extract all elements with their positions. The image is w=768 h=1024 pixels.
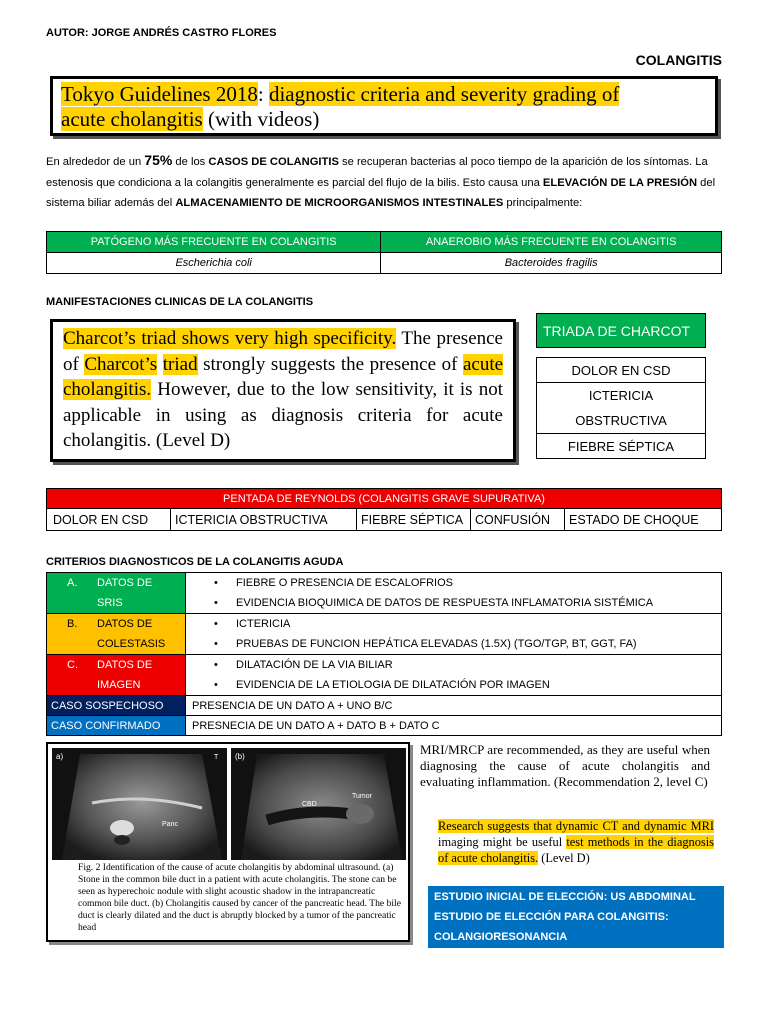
manifestations-heading: MANIFESTACIONES CLINICAS DE LA COLANGITIS — [46, 296, 314, 308]
category-name: DATOS DE — [97, 577, 153, 589]
study-line: ESTUDIO DE ELECCIÓN PARA COLANGITIS: — [434, 911, 669, 923]
quote-highlight: Charcot’s triad shows very high specificity. — [63, 328, 397, 349]
quote-highlight: Charcot’s — [84, 353, 158, 375]
banner-text: (with videos) — [202, 107, 320, 131]
suspected-case-label: CASO SOSPECHOSO — [47, 696, 186, 716]
intro-bold: ELEVACIÓN DE LA PRESIÓN — [542, 176, 698, 189]
quote-text: strongly suggests the presence of — [197, 353, 463, 375]
criteria-items-b — [186, 614, 722, 655]
criteria-item: • EVIDENCIA BIOQUIMICA DE DATOS DE RESPUESTA INFLAMATORIA SISTÉMICA — [214, 593, 721, 613]
panc-label: Panc — [162, 821, 178, 828]
study-of-choice-box — [428, 886, 724, 948]
category-letter: B. — [67, 618, 78, 630]
charcot-item: FIEBRE SÉPTICA — [537, 434, 706, 459]
reynolds-item: CONFUSIÓN — [471, 509, 565, 531]
reynolds-item: ICTERICIA OBSTRUCTIVA — [171, 509, 357, 531]
criteria-category-a — [47, 573, 186, 614]
charcot-header: TRIADA DE CHARCOT — [537, 314, 706, 348]
category-letter: A. — [67, 577, 78, 589]
research-text: imaging might be useful — [438, 835, 567, 849]
criteria-items-c — [186, 655, 722, 696]
panel-b-label: (b) — [235, 752, 245, 761]
charcot-triad-table — [536, 313, 706, 459]
marker-label: T — [214, 754, 219, 761]
reynolds-header: PENTADA DE REYNOLDS (COLANGITIS GRAVE SUPURATIVA) — [47, 489, 722, 509]
category-name: DATOS DE — [97, 618, 153, 630]
category-letter: C. — [67, 659, 78, 671]
reynolds-pentad-table — [46, 488, 722, 531]
criteria-category-b — [47, 614, 186, 655]
criteria-item: • PRUEBAS DE FUNCION HEPÁTICA ELEVADAS (1.5X) (TGO/TGP, BT, GGT, FA) — [214, 634, 721, 654]
document-title: COLANGITIS — [635, 52, 722, 68]
cbd-label: CBD — [302, 801, 317, 808]
anaerobe-header: ANAEROBIO MÁS FRECUENTE EN COLANGITIS — [381, 232, 722, 253]
stone-echo — [110, 820, 134, 836]
category-name: IMAGEN — [97, 679, 141, 691]
reynolds-item: DOLOR EN CSD — [47, 509, 171, 531]
research-highlight: Research suggests that dynamic CT and dynamic MRI — [438, 819, 714, 833]
category-name: COLESTASIS — [97, 638, 166, 650]
ultrasound-figure — [46, 742, 410, 942]
research-text: (Level D) — [538, 851, 590, 865]
intro-paragraph — [46, 150, 726, 214]
pathogen-header: PATÓGENO MÁS FRECUENTE EN COLANGITIS — [47, 232, 381, 253]
banner-highlight: Tokyo Guidelines 2018 — [61, 82, 258, 106]
acoustic-shadow — [114, 835, 130, 845]
pathogen-value: Escherichia coli — [47, 253, 381, 274]
panel-a-label: a) — [56, 752, 64, 761]
intro-bold: CASOS DE COLANGITIS — [208, 156, 339, 168]
tumor-label: Tumor — [352, 793, 372, 800]
intro-text: En alrededor de un — [46, 156, 145, 168]
criteria-item: • DILATACIÓN DE LA VIA BILIAR — [214, 655, 721, 675]
quote-highlight: acute cholangitis. — [63, 353, 504, 400]
reynolds-item: ESTADO DE CHOQUE — [565, 509, 722, 531]
confirmed-case-label: CASO CONFIRMADO — [47, 716, 186, 736]
criteria-item: • EVIDENCIA DE LA ETIOLOGIA DE DILATACIÓN POR IMAGEN — [214, 675, 721, 695]
banner-highlight: acute cholangitis — [61, 107, 203, 131]
category-name: SRIS — [97, 597, 123, 609]
banner-highlight: diagnostic criteria and severity grading of — [268, 82, 620, 106]
criteria-item: • FIEBRE O PRESENCIA DE ESCALOFRIOS — [214, 573, 721, 593]
mri-recommendation: MRI/MRCP are recommended, as they are useful when diagnosing the cause of acute cholangitis and evaluating inflammation. (Recommendation 2, level C) — [420, 742, 710, 790]
charcot-item: ICTERICIA OBSTRUCTIVA — [537, 383, 706, 434]
quote-text — [157, 354, 163, 375]
quote-text: However, due to the low sensitivity, it is not applicable in using as diagnosis criteria for acute cholangitis. (Level D) — [63, 379, 503, 451]
study-line: ESTUDIO INICIAL DE ELECCIÓN: US ABDOMINAL — [434, 891, 696, 903]
category-name: DATOS DE — [97, 659, 153, 671]
intro-text: del sistema biliar además del — [46, 176, 716, 209]
ultrasound-images — [52, 748, 406, 860]
criteria-item: • ICTERICIA — [214, 614, 721, 634]
diagnostic-criteria-table — [46, 572, 722, 736]
criteria-heading: CRITERIOS DIAGNOSTICOS DE LA COLANGITIS AGUDA — [46, 556, 344, 568]
intro-text: de los — [172, 156, 209, 168]
confirmed-case-value: PRESNECIA DE UN DATO A + DATO B + DATO C — [186, 716, 722, 736]
criteria-category-c — [47, 655, 186, 696]
figure-caption: Fig. 2 Identification of the cause of acute cholangitis by abdominal ultrasound. (a) Stone in the common bile duct in a patient with acute cholangitis. The stone can be seen as hyperechoic nodule with slight acoustic shadow in the intrapancreatic common bile duct. (b) Cholangitis caused by cancer of the pancreatic head. The bile duct is clearly dilated and the duct is abruptly blocked by a tumor of the pancreatic head — [78, 862, 401, 933]
study-line: COLANGIORESONANCIA — [434, 931, 568, 943]
quote-highlight: triad — [162, 353, 198, 375]
intro-text: principalmente: — [503, 197, 583, 209]
pathogen-table — [46, 231, 722, 274]
anaerobe-value: Bacteroides fragilis — [381, 253, 722, 274]
reynolds-item: FIEBRE SÉPTICA — [357, 509, 471, 531]
banner-text: : — [257, 82, 269, 106]
intro-percentage: 75% — [144, 152, 173, 168]
charcot-spacer — [537, 348, 706, 358]
quote-text: The presence of — [63, 328, 503, 375]
research-highlight: test methods in the diagnosis of acute cholangitis. — [438, 835, 714, 865]
research-note — [438, 818, 714, 866]
intro-bold: ALMACENAMIENTO DE MICROORGANISMOS INTESTINALES — [175, 197, 504, 209]
criteria-items-a — [186, 573, 722, 614]
charcot-quote — [50, 319, 516, 462]
charcot-item: DOLOR EN CSD — [537, 358, 706, 383]
tumor-mass — [346, 804, 374, 824]
suspected-case-value: PRESENCIA DE UN DATO A + UNO B/C — [186, 696, 722, 716]
tokyo-guidelines-banner — [50, 76, 718, 136]
author-line: AUTOR: JORGE ANDRÉS CASTRO FLORES — [46, 27, 277, 39]
intro-text: se recuperan bacterias al poco tiempo de la aparición de los síntomas. La estenosis que condiciona a la colangitis generalmente es parcial del flujo de la bilis. Esto causa una — [46, 156, 708, 189]
